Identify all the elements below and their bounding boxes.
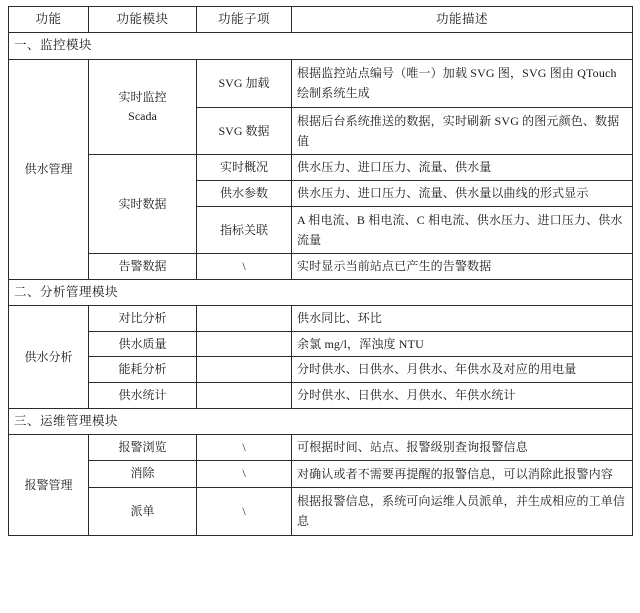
table-row [9,460,633,487]
section-header-row [9,279,633,305]
description-cell-alarm-data: 实时显示当前站点已产生的告警数据 [292,254,633,280]
function-specification-table [8,6,633,536]
subitem-cell-supply-statistics [197,383,292,409]
description-cell-svg-data: 根据后台系统推送的数据，实时刷新 SVG 的图元颜色、数据值 [292,107,633,155]
section-header-row [9,33,633,59]
subitem-cell-alarm-data: \ [197,254,292,280]
group-cell-water-supply-management: 供水管理 [9,59,89,279]
table-row [9,357,633,383]
table-header-row [9,7,633,33]
column-header-module: 功能模块 [89,7,197,33]
description-cell-realtime-overview: 供水压力、进口压力、流量、供水量 [292,155,633,181]
description-cell-energy-analysis: 分时供水、日供水、月供水、年供水及对应的用电量 [292,357,633,383]
column-header-subitem: 功能子项 [197,7,292,33]
module-name-line1: 实时监控 [118,90,167,105]
section-header-row [9,408,633,434]
description-cell-water-quality: 余氯 mg/l，浑浊度 NTU [292,331,633,357]
module-cell-comparison-analysis: 对比分析 [89,306,197,332]
module-cell-dispatch-order: 派单 [89,487,197,535]
description-cell-supply-statistics: 分时供水、日供水、月供水、年供水统计 [292,383,633,409]
subitem-cell-indicator-correlation: 指标关联 [197,206,292,254]
table-row [9,383,633,409]
column-header-function: 功能 [9,7,89,33]
subitem-cell-comparison-analysis [197,306,292,332]
section-title-operations: 三、运维管理模块 [9,408,633,434]
module-cell-water-quality: 供水质量 [89,331,197,357]
table-row [9,254,633,280]
subitem-cell-svg-data: SVG 数据 [197,107,292,155]
subitem-cell-alarm-browse: \ [197,435,292,461]
module-cell-realtime-scada [89,59,197,155]
table-row [9,331,633,357]
group-cell-water-supply-analysis: 供水分析 [9,306,89,408]
description-cell-alarm-clear: 对确认或者不需要再提醒的报警信息，可以消除此报警内容 [292,460,633,487]
module-cell-alarm-browse: 报警浏览 [89,435,197,461]
module-cell-alarm-data: 告警数据 [89,254,197,280]
table-row [9,306,633,332]
description-cell-alarm-browse: 可根据时间、站点、报警级别查询报警信息 [292,435,633,461]
section-title-monitoring: 一、监控模块 [9,33,633,59]
description-cell-comparison-analysis: 供水同比、环比 [292,306,633,332]
group-cell-alarm-management: 报警管理 [9,435,89,536]
table-row [9,435,633,461]
subitem-cell-svg-load: SVG 加载 [197,59,292,107]
subitem-cell-water-quality [197,331,292,357]
module-cell-energy-analysis: 能耗分析 [89,357,197,383]
module-cell-supply-statistics: 供水统计 [89,383,197,409]
subitem-cell-realtime-overview: 实时概况 [197,155,292,181]
description-cell-svg-load: 根据监控站点编号（唯一）加载 SVG 图，SVG 图由 QTouch 绘制系统生成 [292,59,633,107]
module-cell-realtime-data: 实时数据 [89,155,197,254]
description-cell-indicator-correlation: A 相电流、B 相电流、C 相电流、供水压力、进口压力、供水流量 [292,206,633,254]
section-title-analysis: 二、分析管理模块 [9,279,633,305]
description-cell-dispatch-order: 根据报警信息，系统可向运维人员派单，并生成相应的工单信息 [292,487,633,535]
module-name-line2: Scada [128,109,157,124]
table-row [9,155,633,181]
subitem-cell-supply-parameters: 供水参数 [197,180,292,206]
column-header-description: 功能描述 [292,7,633,33]
subitem-cell-dispatch-order: \ [197,487,292,535]
table-row [9,487,633,535]
subitem-cell-energy-analysis [197,357,292,383]
description-cell-supply-parameters: 供水压力、进口压力、流量、供水量以曲线的形式显示 [292,180,633,206]
subitem-cell-alarm-clear: \ [197,460,292,487]
table-row [9,59,633,107]
module-cell-alarm-clear: 消除 [89,460,197,487]
